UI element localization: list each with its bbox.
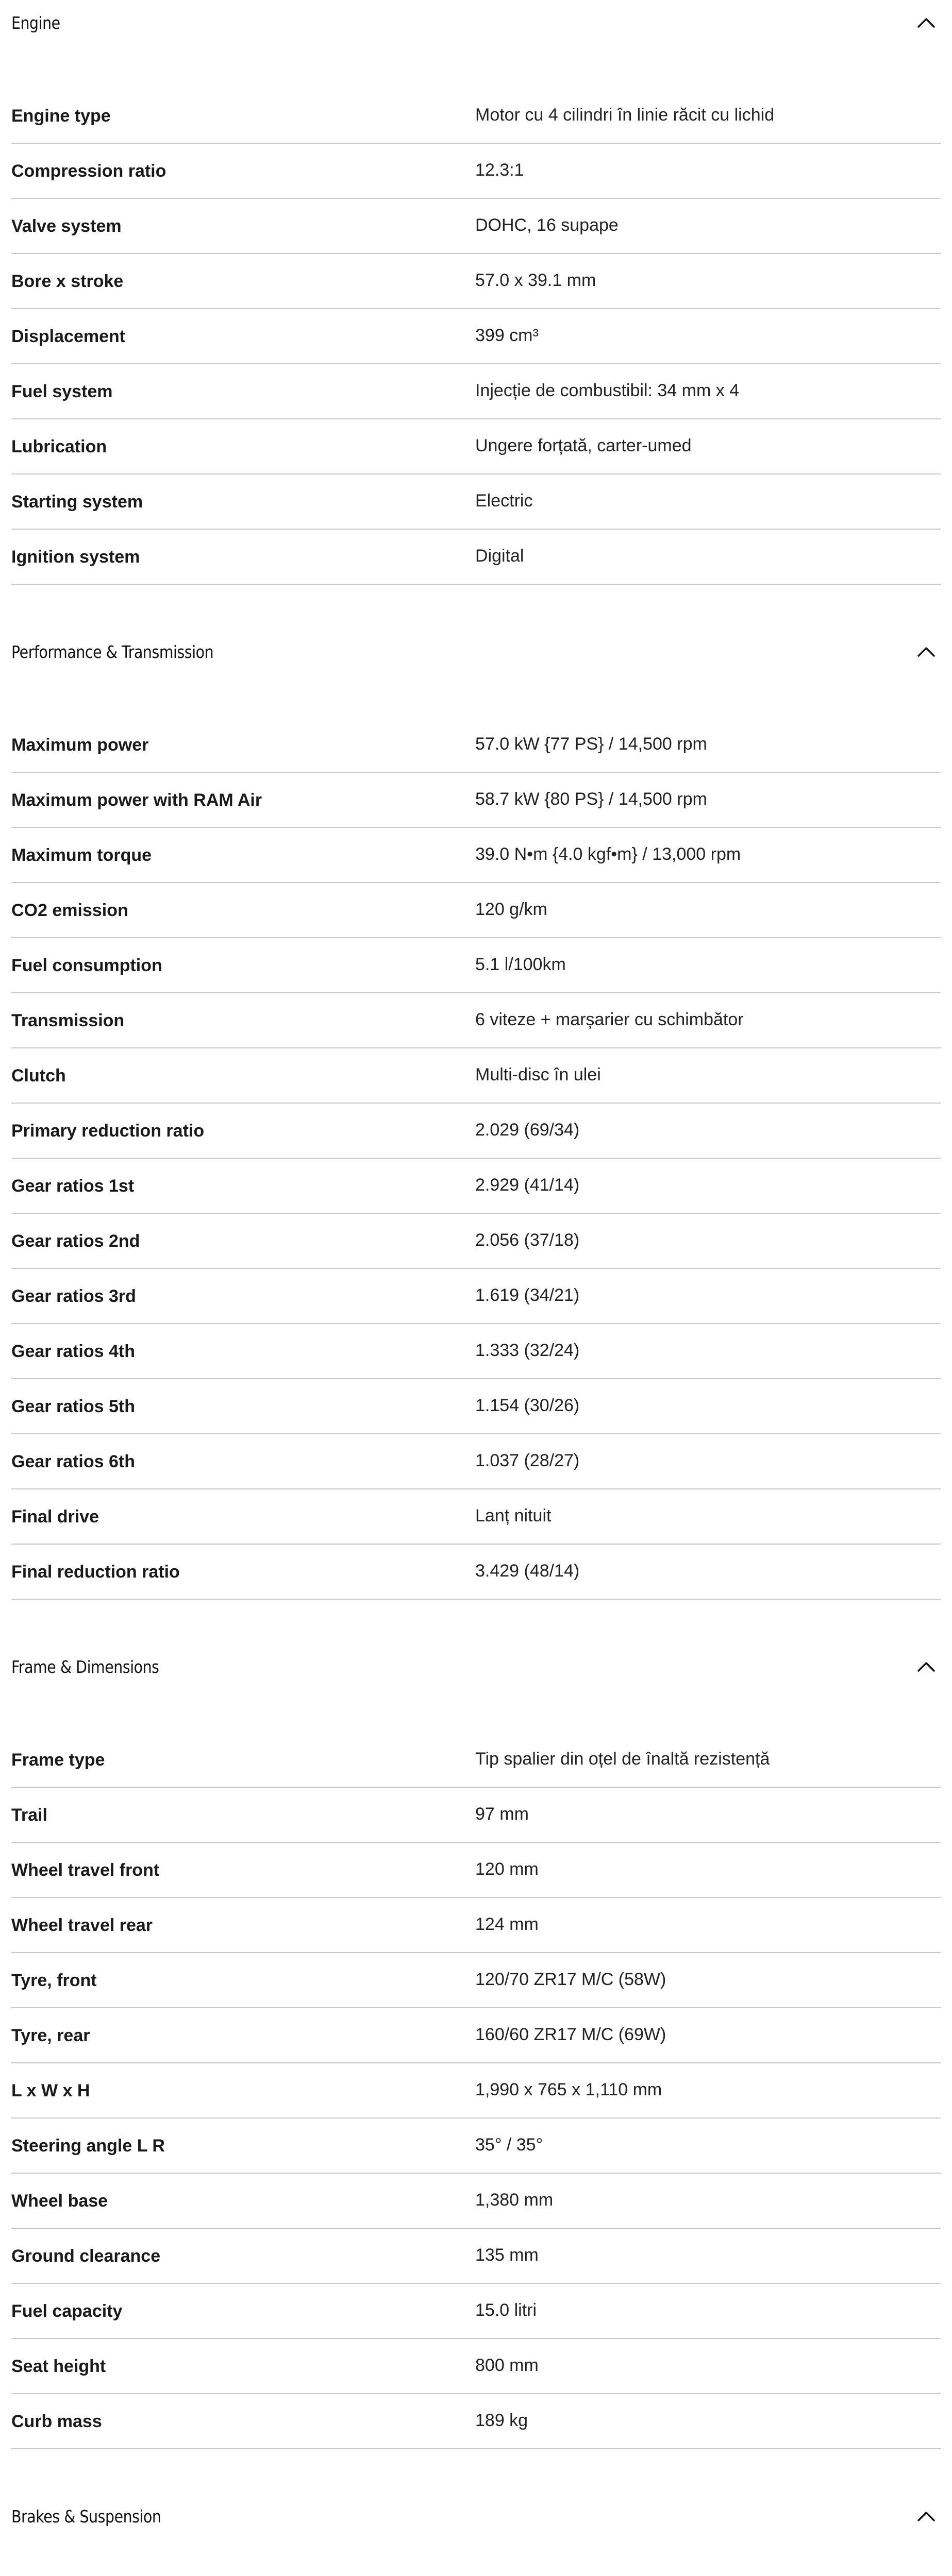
spec-section: [11, 0, 941, 629]
spec-row: [11, 2119, 941, 2174]
spec-label: Fuel system: [11, 382, 113, 401]
spec-label: Steering angle L R: [11, 2136, 165, 2156]
spec-value: 160/60 ZR17 M/C (69W): [475, 2025, 666, 2044]
spec-label: Valve system: [11, 216, 122, 236]
spec-value: Digital: [475, 546, 524, 566]
spec-value: Electric: [475, 491, 533, 511]
spec-row: [11, 1104, 941, 1159]
spec-label: Tyre, front: [11, 1971, 97, 1990]
spec-row: [11, 2339, 941, 2394]
spec-row: [11, 2284, 941, 2339]
spec-row: [11, 89, 941, 144]
spec-label: Primary reduction ratio: [11, 1121, 205, 1141]
spec-value: Motor cu 4 cilindri în linie răcit cu lichid: [475, 105, 775, 125]
section-header-toggle[interactable]: [11, 2494, 941, 2539]
spec-row: [11, 1434, 941, 1489]
spec-label: Gear ratios 5th: [11, 1397, 135, 1416]
spec-label: Gear ratios 2nd: [11, 1231, 140, 1251]
spec-value: 58.7 kW {80 PS} / 14,500 rpm: [475, 789, 707, 809]
spec-label: Wheel travel front: [11, 1860, 160, 1880]
spec-label: Maximum power: [11, 735, 149, 755]
spec-row: [11, 1953, 941, 2008]
spec-row: [11, 1788, 941, 1843]
section-header-toggle[interactable]: [11, 1644, 941, 1689]
spec-value: 12.3:1: [475, 160, 524, 180]
spec-value: 120 g/km: [475, 900, 547, 919]
spec-value: 1,380 mm: [475, 2190, 554, 2210]
spec-label: Displacement: [11, 327, 126, 346]
spec-value: Lanț nituit: [475, 1506, 552, 1526]
spec-value: 1.154 (30/26): [475, 1396, 580, 1415]
spec-row: [11, 1843, 941, 1898]
spec-list: [11, 1689, 941, 2449]
spec-label: Lubrication: [11, 437, 107, 456]
section-header-toggle[interactable]: [11, 0, 941, 45]
spec-value: 800 mm: [475, 2355, 539, 2375]
spec-label: Transmission: [11, 1011, 125, 1030]
spec-row: [11, 828, 941, 883]
spec-row: [11, 309, 941, 364]
spec-section: [11, 1644, 941, 2494]
spec-value: 1.333 (32/24): [475, 1341, 580, 1360]
spec-value: 399 cm³: [475, 326, 539, 345]
spec-value: 3.429 (48/14): [475, 1561, 580, 1581]
spec-label: Wheel base: [11, 2191, 108, 2211]
spec-label: L x W x H: [11, 2081, 90, 2100]
chevron-up-icon[interactable]: [914, 2504, 939, 2529]
spec-label: Starting system: [11, 492, 143, 512]
spec-value: 2.056 (37/18): [475, 1230, 580, 1250]
spec-row: [11, 1159, 941, 1214]
spec-row: [11, 474, 941, 530]
spec-list: [11, 674, 941, 1600]
section-header-toggle[interactable]: [11, 629, 941, 674]
spec-value: 135 mm: [475, 2245, 539, 2265]
spec-row: [11, 364, 941, 419]
spec-row: [11, 883, 941, 938]
spec-row: [11, 2394, 941, 2449]
spec-row: [11, 1489, 941, 1545]
spec-value: 189 kg: [475, 2411, 528, 2430]
spec-label: Maximum torque: [11, 845, 152, 865]
spec-row: [11, 1214, 941, 1269]
spec-row: [11, 1324, 941, 1379]
spec-label: Engine type: [11, 106, 111, 126]
section-spacer: [11, 2449, 941, 2494]
spec-row: [11, 144, 941, 199]
spec-row: [11, 773, 941, 828]
spec-label: Maximum power with RAM Air: [11, 790, 262, 810]
spec-row: [11, 2174, 941, 2229]
spec-value: 5.1 l/100km: [475, 955, 566, 974]
spec-row: [11, 254, 941, 309]
chevron-up-icon[interactable]: [914, 10, 939, 35]
spec-row: [11, 1048, 941, 1104]
spec-value: 124 mm: [475, 1914, 539, 1934]
spec-label: Final drive: [11, 1507, 99, 1527]
chevron-up-icon[interactable]: [914, 639, 939, 664]
spec-row: [11, 1733, 941, 1788]
spec-value: 1,990 x 765 x 1,110 mm: [475, 2080, 662, 2099]
spec-row: [11, 1545, 941, 1600]
spec-value: 15.0 litri: [475, 2300, 537, 2320]
section-spacer: [11, 1600, 941, 1644]
spec-value: 2.029 (69/34): [475, 1120, 580, 1140]
spec-label: Wheel travel rear: [11, 1916, 153, 1935]
spec-row: [11, 2008, 941, 2063]
spec-row: [11, 530, 941, 585]
spec-label: CO2 emission: [11, 901, 128, 920]
spec-label: Clutch: [11, 1066, 66, 1086]
spec-label: Tyre, rear: [11, 2026, 90, 2045]
section-title: Frame & Dimensions: [11, 1656, 159, 1677]
spec-value: 120 mm: [475, 1859, 539, 1879]
spec-value: Multi-disc în ulei: [475, 1065, 601, 1084]
spec-value: 120/70 ZR17 M/C (58W): [475, 1970, 666, 1989]
spec-value: 1.619 (34/21): [475, 1285, 580, 1305]
spec-row: [11, 938, 941, 993]
section-title: Brakes & Suspension: [11, 2506, 161, 2527]
spec-section: [11, 2494, 941, 2576]
spec-label: Gear ratios 4th: [11, 1342, 135, 1361]
spec-value: 2.929 (41/14): [475, 1175, 580, 1195]
spec-value: 6 viteze + marșarier cu schimbător: [475, 1010, 744, 1029]
spec-label: Fuel capacity: [11, 2301, 123, 2321]
spec-value: 57.0 kW {77 PS} / 14,500 rpm: [475, 734, 707, 754]
spec-label: Gear ratios 3rd: [11, 1286, 136, 1306]
spec-label: Ground clearance: [11, 2246, 161, 2266]
spec-list: [11, 45, 941, 585]
section-title: Engine: [11, 12, 60, 33]
spec-label: Bore x stroke: [11, 272, 124, 291]
spec-value: Injecție de combustibil: 34 mm x 4: [475, 381, 740, 400]
spec-value: 39.0 N•m {4.0 kgf•m} / 13,000 rpm: [475, 844, 741, 864]
spec-list: [11, 2539, 941, 2576]
spec-label: Compression ratio: [11, 161, 166, 181]
spec-value: Tip spalier din oțel de înaltă rezistență: [475, 1749, 770, 1769]
spec-label: Gear ratios 6th: [11, 1452, 135, 1471]
spec-row: [11, 993, 941, 1048]
spec-row: [11, 419, 941, 474]
spec-row: [11, 718, 941, 773]
spec-label: Trail: [11, 1805, 47, 1825]
section-spacer: [11, 585, 941, 629]
spec-label: Fuel consumption: [11, 956, 162, 975]
spec-row: [11, 2063, 941, 2119]
spec-label: Frame type: [11, 1750, 105, 1770]
spec-value: Ungere forțată, carter-umed: [475, 436, 692, 455]
spec-row: [11, 1898, 941, 1953]
chevron-up-icon[interactable]: [914, 1654, 939, 1679]
spec-row: [11, 1269, 941, 1324]
spec-value: 97 mm: [475, 1804, 529, 1824]
section-title: Performance & Transmission: [11, 641, 214, 662]
spec-row: [11, 2229, 941, 2284]
spec-value: 35° / 35°: [475, 2135, 543, 2155]
spec-label: Ignition system: [11, 547, 140, 567]
spec-value: DOHC, 16 supape: [475, 215, 619, 235]
spec-value: 1.037 (28/27): [475, 1451, 580, 1470]
spec-row: [11, 1379, 941, 1434]
spec-label: Gear ratios 1st: [11, 1176, 135, 1196]
spec-row: [11, 199, 941, 254]
spec-value: 57.0 x 39.1 mm: [475, 270, 596, 290]
spec-label: Curb mass: [11, 2412, 102, 2431]
spec-label: Final reduction ratio: [11, 1562, 180, 1582]
spec-section: [11, 629, 941, 1644]
spec-label: Seat height: [11, 2357, 106, 2376]
